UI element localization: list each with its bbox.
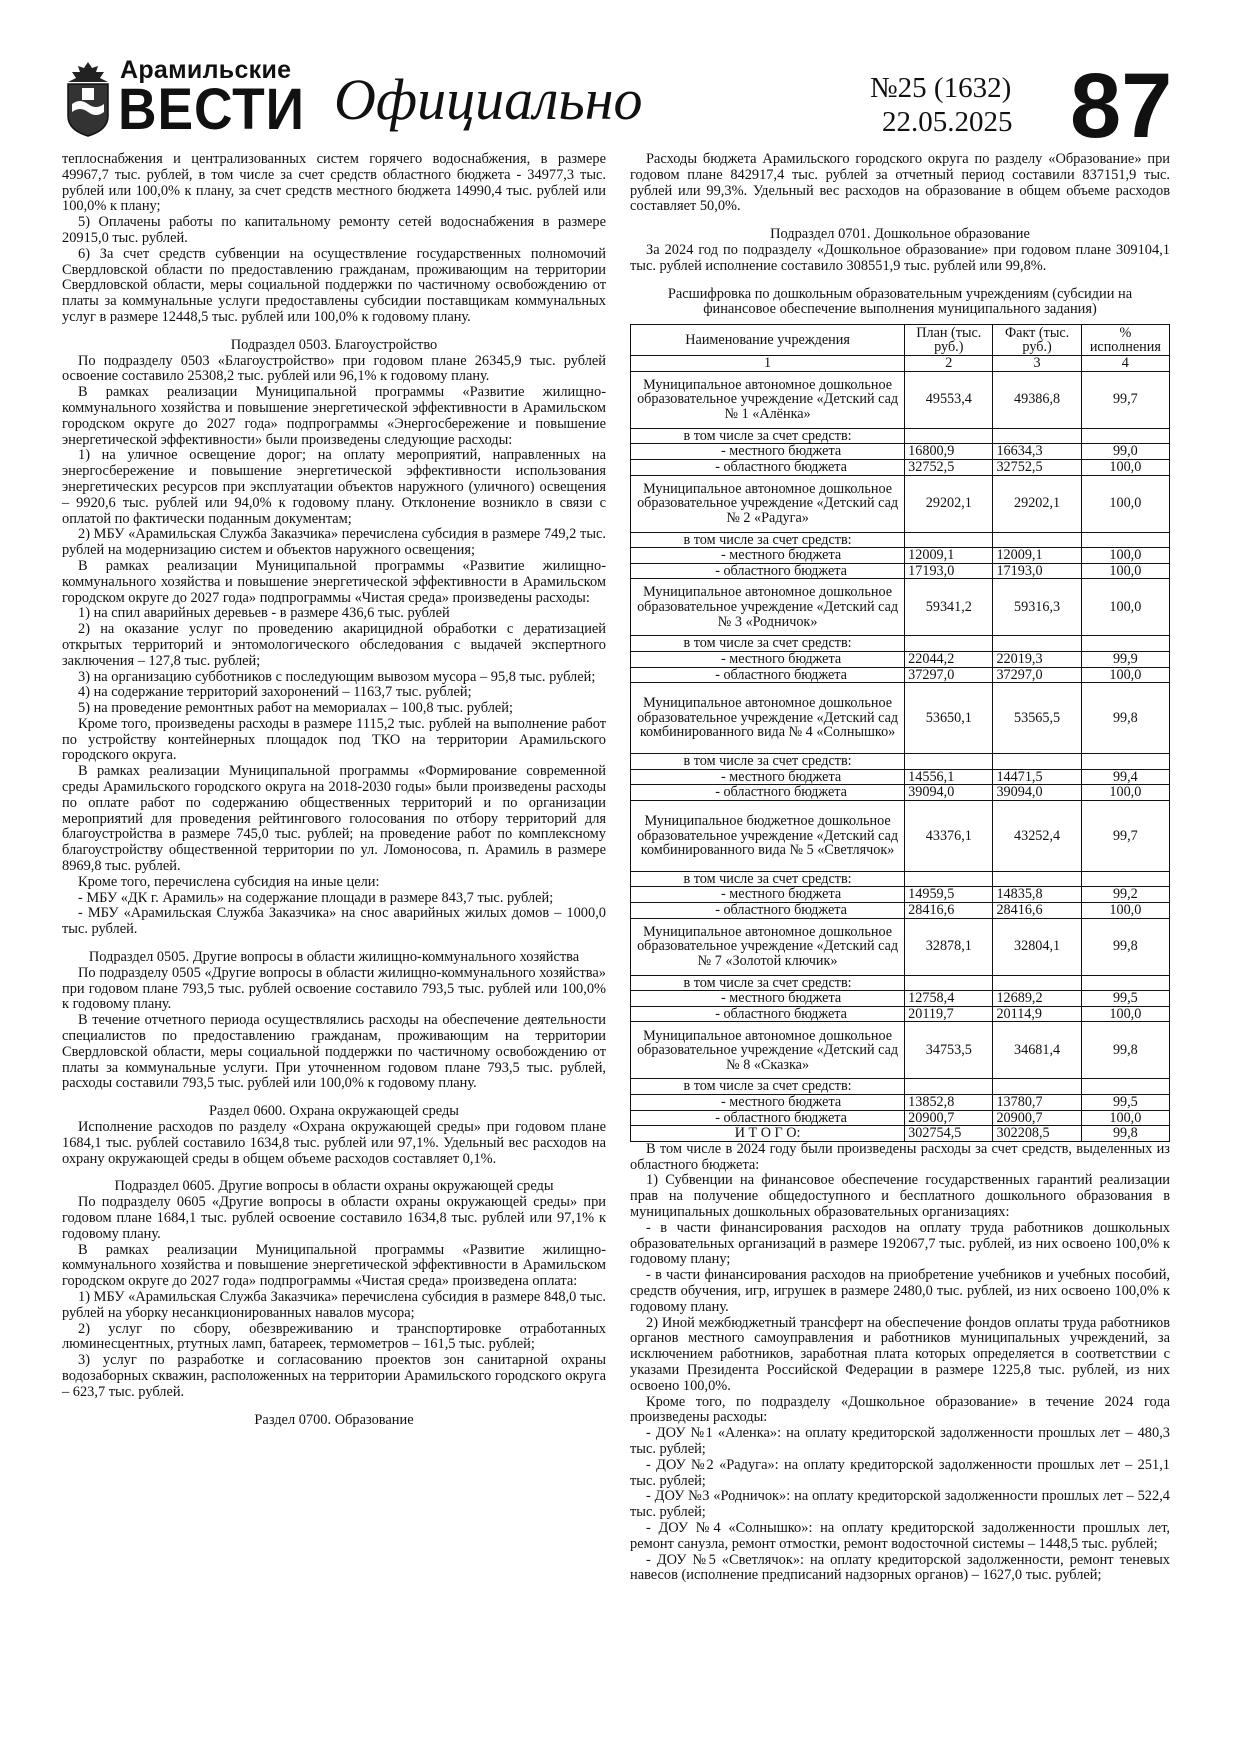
paragraph: теплоснабжения и централизованных систем горячего водоснабжения, в размере 49967,7 тыс. рублей, в том числе за счет средств областного бюджета - 34977,3 тыс. рублей или 100,0% к плану, за счет средств местного бюджета 14990,4 тыс. рублей или 100,0% к плану;	[62, 151, 606, 215]
regional-label-cell: - областного бюджета	[631, 459, 905, 475]
logo-bottom-text: ВЕСТИ	[118, 77, 305, 142]
paragraph: 3) на организацию субботников с последующим вывозом мусора – 95,8 тыс. рублей;	[78, 668, 596, 685]
pct-cell: 100,0	[1081, 475, 1169, 532]
paragraph: 5) на проведение ремонтных работ на мемориалах – 100,8 тыс. рублей;	[78, 700, 514, 717]
paragraph: По подразделу 0503 «Благоустройство» при годовом плане 26345,9 тыс. рублей освоение составило 25308,2 тыс. рублей или 96,1% к годовому плану.	[62, 352, 606, 385]
plan-cell: 20900,7	[905, 1110, 993, 1126]
empty-cell	[905, 975, 993, 991]
paragraph: В течение отчетного периода осуществлялись расходы на обеспечение деятельности специалистов по предоставлению гражданам, проживающим на территории Свердловской области, меры социальной поддержки по частичному освобождению от платы за коммунальные услуги. При уточненном годовом плане 793,5 тыс. рублей, расходы составили 793,5 тыс. рублей или 100,0% к годовому плану.	[62, 1012, 606, 1092]
table-row	[631, 475, 1170, 532]
paragraph: 6) За счет средств субвенции на осуществление государственных полномочий Свердловской области по предоставлению гражданам, проживающим на территории Свердловской области, меры социальной поддержки по частичному освобождению от платы за коммунальные услуги предоставлены субсидии поставщикам коммунальных услуг в размере 12448,5 тыс. рублей или 100,0% к годовому плану.	[62, 245, 606, 325]
regional-label-cell: - областного бюджета	[631, 785, 905, 801]
fact-cell: 53565,5	[993, 683, 1081, 754]
table-subhead-row	[631, 871, 1170, 887]
paragraph: Кроме того, по подразделу «Дошкольное образование» в течение 2024 года произведены расходы:	[630, 1393, 1170, 1426]
fact-cell: 43252,4	[993, 800, 1081, 871]
total-fact-cell: 302208,5	[993, 1126, 1081, 1142]
total-label-cell: И Т О Г О:	[631, 1126, 905, 1142]
plan-cell: 13852,8	[905, 1095, 993, 1111]
table-row-regional	[631, 459, 1170, 475]
table-row	[631, 371, 1170, 428]
paragraph: Кроме того, произведены расходы в размере 1115,2 тыс. рублей на выполнение работ по устройству контейнерных площадок под ТКО на территории Арамильского городского округа.	[62, 715, 606, 764]
paragraph: 5) Оплачены работы по капитальному ремонту сетей водоснабжения в размере 20915,0 тыс. рублей.	[62, 214, 606, 246]
table-subhead-row	[631, 532, 1170, 548]
fact-cell: 22019,3	[993, 651, 1081, 667]
fact-cell: 17193,0	[993, 563, 1081, 579]
pct-cell: 99,7	[1081, 371, 1169, 428]
regional-label-cell: - областного бюджета	[631, 1110, 905, 1126]
table-row-regional	[631, 667, 1170, 683]
empty-cell	[905, 1079, 993, 1095]
empty-cell	[905, 428, 993, 444]
org-name-cell: Муниципальное автономное дошкольное образовательное учреждение «Детский сад № 2 «Радуга»	[631, 475, 905, 532]
paragraph: За 2024 год по подразделу «Дошкольное образование» при годовом плане 309104,1 тыс. рублей исполнение составило 308551,9 тыс. рублей или 99,8%.	[630, 241, 1170, 274]
empty-cell	[905, 754, 993, 770]
section-heading: Расшифровка по дошкольным образовательным учреждениям (субсидии на финансовое обеспечение выполнения муниципального задания)	[667, 285, 1133, 318]
plan-cell: 12758,4	[905, 991, 993, 1007]
pct-cell: 100,0	[1081, 785, 1169, 801]
org-name-cell: Муниципальное автономное дошкольное образовательное учреждение «Детский сад комбинированного вида № 4 «Солнышко»	[631, 683, 905, 754]
empty-cell	[1081, 636, 1169, 652]
plan-cell: 20119,7	[905, 1006, 993, 1022]
section-heading: Подраздел 0503. Благоустройство	[230, 336, 438, 353]
table-row	[631, 579, 1170, 636]
table-subhead-row	[631, 1079, 1170, 1095]
empty-cell	[1081, 754, 1169, 770]
pct-cell: 100,0	[1081, 1006, 1169, 1022]
fact-cell: 28416,6	[993, 903, 1081, 919]
paragraph: - ДОУ №5 «Светлячок»: на оплату кредиторской задолженности, ремонт теневых навесов (исполнение предписаний надзорных органов) – 1627,0 тыс. рублей;	[630, 1551, 1170, 1584]
org-name-cell: Муниципальное автономное дошкольное образовательное учреждение «Детский сад № 1 «Алёнка»	[631, 371, 905, 428]
table-row-regional	[631, 903, 1170, 919]
table-header-fact: Факт (тыс. руб.)	[993, 325, 1081, 356]
fact-cell: 12689,2	[993, 991, 1081, 1007]
plan-cell: 29202,1	[905, 475, 993, 532]
local-label-cell: - местного бюджета	[631, 548, 905, 564]
paragraph: - МБУ «Арамильская Служба Заказчика» на снос аварийных жилых домов – 1000,0 тыс. рублей.	[62, 905, 606, 938]
table-row-local	[631, 991, 1170, 1007]
paragraph: По подразделу 0605 «Другие вопросы в области охраны окружающей среды» при годовом плане 1684,1 тыс. рублей освоение составило 1634,8 тыс. рублей или 97,1% к годовому плану.	[62, 1194, 606, 1242]
right-top-text	[630, 152, 1170, 318]
paragraph: - ДОУ №2 «Радуга»: на оплату кредиторской задолженности прошлых лет – 251,1 тыс. рублей;	[630, 1456, 1170, 1489]
regional-label-cell: - областного бюджета	[631, 903, 905, 919]
pct-cell: 99,7	[1081, 800, 1169, 871]
regional-label-cell: - областного бюджета	[631, 667, 905, 683]
fact-cell: 34681,4	[993, 1022, 1081, 1079]
paragraph: 1) на уличное освещение дорог; на оплату мероприятий, направленных на энергосбережение и повышение энергетической эффективности использования энергетических ресурсов при эксплуатации объектов наружного (уличного) освещения – 9920,6 тыс. рублей или 94,0% к годовому плану. Отклонение возникло в связи с оплатой по фактически поданным документам;	[62, 447, 606, 527]
section-heading: Подраздел 0505. Другие вопросы в области жилищно-коммунального хозяйства	[88, 949, 580, 966]
page-number: 87	[1070, 55, 1173, 157]
paragraph: В том числе в 2024 году были произведены расходы за счет средств, выделенных из областного бюджета:	[630, 1140, 1170, 1173]
section-heading: Раздел 0700. Образование	[254, 1411, 414, 1428]
empty-cell	[1081, 1079, 1169, 1095]
table-row	[631, 1022, 1170, 1079]
fact-cell: 59316,3	[993, 579, 1081, 636]
fact-cell: 39094,0	[993, 785, 1081, 801]
table-colnum: 2	[905, 356, 993, 372]
paragraph: 1) МБУ «Арамильская Служба Заказчика» перечислена субсидия в размере 848,0 тыс. рублей на уборку несанкционированных навалов мусора;	[62, 1288, 606, 1321]
pct-cell: 100,0	[1081, 579, 1169, 636]
pct-cell: 99,8	[1081, 918, 1169, 975]
table-body	[631, 371, 1170, 1141]
table-subhead-row	[631, 636, 1170, 652]
local-label-cell: - местного бюджета	[631, 887, 905, 903]
subhead-cell: в том числе за счет средств:	[631, 754, 905, 770]
right-bottom-text	[630, 1142, 1170, 1584]
fact-cell: 32752,5	[993, 459, 1081, 475]
issue-date: 22.05.2025	[882, 106, 1013, 138]
table-row-local	[631, 887, 1170, 903]
right-column	[630, 152, 1170, 1584]
paragraph: В рамках реализации Муниципальной программы «Развитие жилищно-коммунального хозяйства и повышение энергетической эффективности в Арамильском городском округе до 2027 года» подпрограммы «Чистая среда» произведены расходы:	[62, 557, 606, 606]
paragraph: 1) на спил аварийных деревьев - в размере 436,6 тыс. рублей	[78, 605, 450, 622]
empty-cell	[905, 636, 993, 652]
left-column	[62, 152, 606, 1428]
plan-cell: 43376,1	[905, 800, 993, 871]
plan-cell: 39094,0	[905, 785, 993, 801]
local-label-cell: - местного бюджета	[631, 991, 905, 1007]
plan-cell: 14959,5	[905, 887, 993, 903]
paragraph: 2) услуг по сбору, обезвреживанию и транспортировке отработанных люминесцентных, ртутных ламп, батареек, термометров – 161,5 тыс. рублей;	[62, 1320, 606, 1353]
paragraph: - в части финансирования расходов на приобретение учебников и учебных пособий, средств обучения, игр, игрушек в размере 2480,0 тыс. рублей, из них освоено 100,0% к годовому плану.	[630, 1267, 1170, 1315]
pct-cell: 99,8	[1081, 1022, 1169, 1079]
local-label-cell: - местного бюджета	[631, 444, 905, 460]
pct-cell: 99,2	[1081, 887, 1169, 903]
paragraph: Исполнение расходов по разделу «Охрана окружающей среды» при годовом плане 1684,1 тыс. рублей составило 1634,8 тыс. рублей или 97,1%. Удельный вес расходов на охрану окружающей среды в общем объеме расходов составляет 0,1%.	[62, 1119, 606, 1167]
pct-cell: 100,0	[1081, 563, 1169, 579]
empty-cell	[993, 871, 1081, 887]
pct-cell: 100,0	[1081, 548, 1169, 564]
plan-cell: 53650,1	[905, 683, 993, 754]
plan-cell: 37297,0	[905, 667, 993, 683]
empty-cell	[905, 871, 993, 887]
table-colnum: 3	[993, 356, 1081, 372]
table-row-regional	[631, 1006, 1170, 1022]
paragraph: Кроме того, перечислена субсидия на иные цели:	[78, 873, 380, 890]
city-emblem-icon	[62, 60, 114, 138]
table-row	[631, 683, 1170, 754]
regional-label-cell: - областного бюджета	[631, 1006, 905, 1022]
paragraph: - ДОУ №1 «Аленка»: на оплату кредиторской задолженности прошлых лет – 480,3 тыс. рублей;	[630, 1425, 1170, 1457]
table-row-local	[631, 444, 1170, 460]
table-colnum: 4	[1081, 356, 1169, 372]
paragraph: 3) услуг по разработке и согласованию проектов зон санитарной охраны водозаборных скважин, расположенных на территории Арамильского городского округа – 623,7 тыс. рублей.	[62, 1352, 606, 1400]
table-row-local	[631, 651, 1170, 667]
section-heading: Подраздел 0605. Другие вопросы в области охраны окружающей среды	[114, 1178, 554, 1195]
empty-cell	[1081, 975, 1169, 991]
pct-cell: 100,0	[1081, 1110, 1169, 1126]
paragraph: Расходы бюджета Арамильского городского округа по разделу «Образование» при годовом плане 842917,4 тыс. рублей за отчетный период составили 837151,9 тыс. рублей или 99,3%. Удельный вес расходов на образование в общем объеме расходов составляет 50,0%.	[630, 151, 1170, 215]
table-row-local	[631, 1095, 1170, 1111]
pct-cell: 99,0	[1081, 444, 1169, 460]
total-pct-cell: 99,8	[1081, 1126, 1169, 1142]
empty-cell	[993, 754, 1081, 770]
fact-cell: 29202,1	[993, 475, 1081, 532]
regional-label-cell: - областного бюджета	[631, 563, 905, 579]
subhead-cell: в том числе за счет средств:	[631, 428, 905, 444]
fact-cell: 12009,1	[993, 548, 1081, 564]
org-name-cell: Муниципальное автономное дошкольное образовательное учреждение «Детский сад № 3 «Родничок»	[631, 579, 905, 636]
empty-cell	[993, 532, 1081, 548]
pct-cell: 99,5	[1081, 1095, 1169, 1111]
plan-cell: 17193,0	[905, 563, 993, 579]
table-row	[631, 800, 1170, 871]
empty-cell	[1081, 428, 1169, 444]
total-plan-cell: 302754,5	[905, 1126, 993, 1142]
plan-cell: 32878,1	[905, 918, 993, 975]
paragraph: В рамках реализации Муниципальной программы «Развитие жилищно-коммунального хозяйства и повышение энергетической эффективности в Арамильском городском округе до 2027 года» подпрограммы «Энергосбережение и повышение энергетической эффективности» были произведены следующие расходы:	[62, 384, 606, 448]
table-subhead-row	[631, 428, 1170, 444]
paragraph: 2) Иной межбюджетный трансферт на обеспечение фондов оплаты труда работников органов местного самоуправления и работников муниципальных учреждений, за исключением работников, заработная плата которых определяется в соответствии с указами Президента Российской Федерации в размере 1225,8 тыс. рублей, из них освоено 100,0%.	[630, 1314, 1170, 1394]
plan-cell: 49553,4	[905, 371, 993, 428]
subhead-cell: в том числе за счет средств:	[631, 1079, 905, 1095]
fact-cell: 14835,8	[993, 887, 1081, 903]
table-row-regional	[631, 563, 1170, 579]
empty-cell	[993, 428, 1081, 444]
pct-cell: 99,9	[1081, 651, 1169, 667]
subhead-cell: в том числе за счет средств:	[631, 871, 905, 887]
paragraph: - МБУ «ДК г. Арамиль» на содержание площади в размере 843,7 тыс. рублей;	[78, 889, 554, 906]
table-row-regional	[631, 1110, 1170, 1126]
fact-cell: 20114,9	[993, 1006, 1081, 1022]
plan-cell: 59341,2	[905, 579, 993, 636]
subhead-cell: в том числе за счет средств:	[631, 532, 905, 548]
empty-cell	[993, 1079, 1081, 1095]
plan-cell: 16800,9	[905, 444, 993, 460]
org-name-cell: Муниципальное бюджетное дошкольное образовательное учреждение «Детский сад комбинированного вида № 5 «Светлячок»	[631, 800, 905, 871]
paragraph: - ДОУ №4 «Солнышко»: на оплату кредиторской задолженности прошлых лет, ремонт санузла, ремонт отмостки, ремонт водосточной системы – 1448,5 тыс. рублей;	[630, 1519, 1170, 1552]
paragraph: В рамках реализации Муниципальной программы «Формирование современной среды Арамильского городского округа на 2018-2030 годы» были произведены расходы по оплате работ по содержанию общественных территорий и по организации мероприятий для проведения рейтингового голосования по отбору территорий для благоустройства в размере 745,0 тыс. рублей; на проведение работ по комплексному благоустройству общественной территории по ул. Ломоносова, п. Арамиль в размере 8969,8 тыс. рублей.	[62, 763, 606, 875]
subhead-cell: в том числе за счет средств:	[631, 636, 905, 652]
fact-cell: 49386,8	[993, 371, 1081, 428]
fact-cell: 20900,7	[993, 1110, 1081, 1126]
org-name-cell: Муниципальное автономное дошкольное образовательное учреждение «Детский сад № 8 «Сказка»	[631, 1022, 905, 1079]
plan-cell: 14556,1	[905, 769, 993, 785]
table-colnum: 1	[631, 356, 905, 372]
empty-cell	[1081, 871, 1169, 887]
local-label-cell: - местного бюджета	[631, 769, 905, 785]
paragraph: 2) МБУ «Арамильская Служба Заказчика» перечислена субсидия в размере 749,2 тыс. рублей на модернизацию систем и объектов наружного освещения;	[62, 526, 606, 559]
empty-cell	[1081, 532, 1169, 548]
table-subhead-row	[631, 975, 1170, 991]
pct-cell: 100,0	[1081, 667, 1169, 683]
table-row	[631, 918, 1170, 975]
org-name-cell: Муниципальное автономное дошкольное образовательное учреждение «Детский сад № 7 «Золотой ключик»	[631, 918, 905, 975]
paragraph: 2) на оказание услуг по проведению акарицидной обработки с дератизацией открытых территорий и энтомологического обследования с выдачей экспертного заключения – 127,8 тыс. рублей;	[62, 621, 606, 669]
masthead	[62, 48, 1182, 156]
fact-cell: 13780,7	[993, 1095, 1081, 1111]
empty-cell	[993, 975, 1081, 991]
pct-cell: 99,4	[1081, 769, 1169, 785]
table-subhead-row	[631, 754, 1170, 770]
plan-cell: 28416,6	[905, 903, 993, 919]
logo-top-text: Арамильские	[120, 56, 292, 84]
table-header-name: Наименование учреждения	[631, 325, 905, 356]
local-label-cell: - местного бюджета	[631, 1095, 905, 1111]
fact-cell: 14471,5	[993, 769, 1081, 785]
plan-cell: 34753,5	[905, 1022, 993, 1079]
fact-cell: 16634,3	[993, 444, 1081, 460]
table-colnum-row	[631, 356, 1170, 372]
section-title: Официально	[334, 67, 643, 132]
issue-number: №25 (1632)	[870, 72, 1012, 104]
kindergarten-finance-table	[630, 324, 1170, 1142]
paragraph: В рамках реализации Муниципальной программы «Развитие жилищно-коммунального хозяйства и повышение энергетической эффективности в Арамильском городском округе до 2027 года» подпрограммы «Чистая среда» произведена оплата:	[62, 1241, 606, 1290]
paragraph: - в части финансирования расходов на оплату труда работников дошкольных образовательных организаций в размере 192067,7 тыс. рублей, из них освоено 100,0% к годовому плану;	[630, 1219, 1170, 1268]
plan-cell: 32752,5	[905, 459, 993, 475]
pct-cell: 99,8	[1081, 683, 1169, 754]
section-heading: Раздел 0600. Охрана окружающей среды	[209, 1103, 459, 1120]
fact-cell: 37297,0	[993, 667, 1081, 683]
plan-cell: 22044,2	[905, 651, 993, 667]
table-row-regional	[631, 785, 1170, 801]
pct-cell: 99,5	[1081, 991, 1169, 1007]
paragraph: 4) на содержание территорий захоронений – 1163,7 тыс. рублей;	[78, 684, 472, 701]
table-header-pct: % исполнения	[1081, 325, 1169, 356]
fact-cell: 32804,1	[993, 918, 1081, 975]
table-header-plan: План (тыс. руб.)	[905, 325, 993, 356]
paragraph: - ДОУ №3 «Родничок»: на оплату кредиторской задолженности прошлых лет – 522,4 тыс. рублей;	[630, 1488, 1170, 1521]
empty-cell	[905, 532, 993, 548]
table-row-local	[631, 769, 1170, 785]
paragraph: 1) Субвенции на финансовое обеспечение государственных гарантий реализации прав на получение общедоступного и бесплатного дошкольного образования в муниципальных дошкольных образовательных организациях:	[630, 1172, 1170, 1221]
empty-cell	[993, 636, 1081, 652]
table-row-local	[631, 548, 1170, 564]
pct-cell: 100,0	[1081, 459, 1169, 475]
table-header-row	[631, 325, 1170, 356]
pct-cell: 100,0	[1081, 903, 1169, 919]
table-total-row	[631, 1126, 1170, 1142]
section-heading: Подраздел 0701. Дошкольное образование	[770, 226, 1030, 243]
local-label-cell: - местного бюджета	[631, 651, 905, 667]
paragraph: По подразделу 0505 «Другие вопросы в области жилищно-коммунального хозяйства» при годовом плане 793,5 тыс. рублей освоение составило 793,5 тыс. рублей или 100,0% к годовому плану.	[62, 964, 606, 1013]
plan-cell: 12009,1	[905, 548, 993, 564]
subhead-cell: в том числе за счет средств:	[631, 975, 905, 991]
